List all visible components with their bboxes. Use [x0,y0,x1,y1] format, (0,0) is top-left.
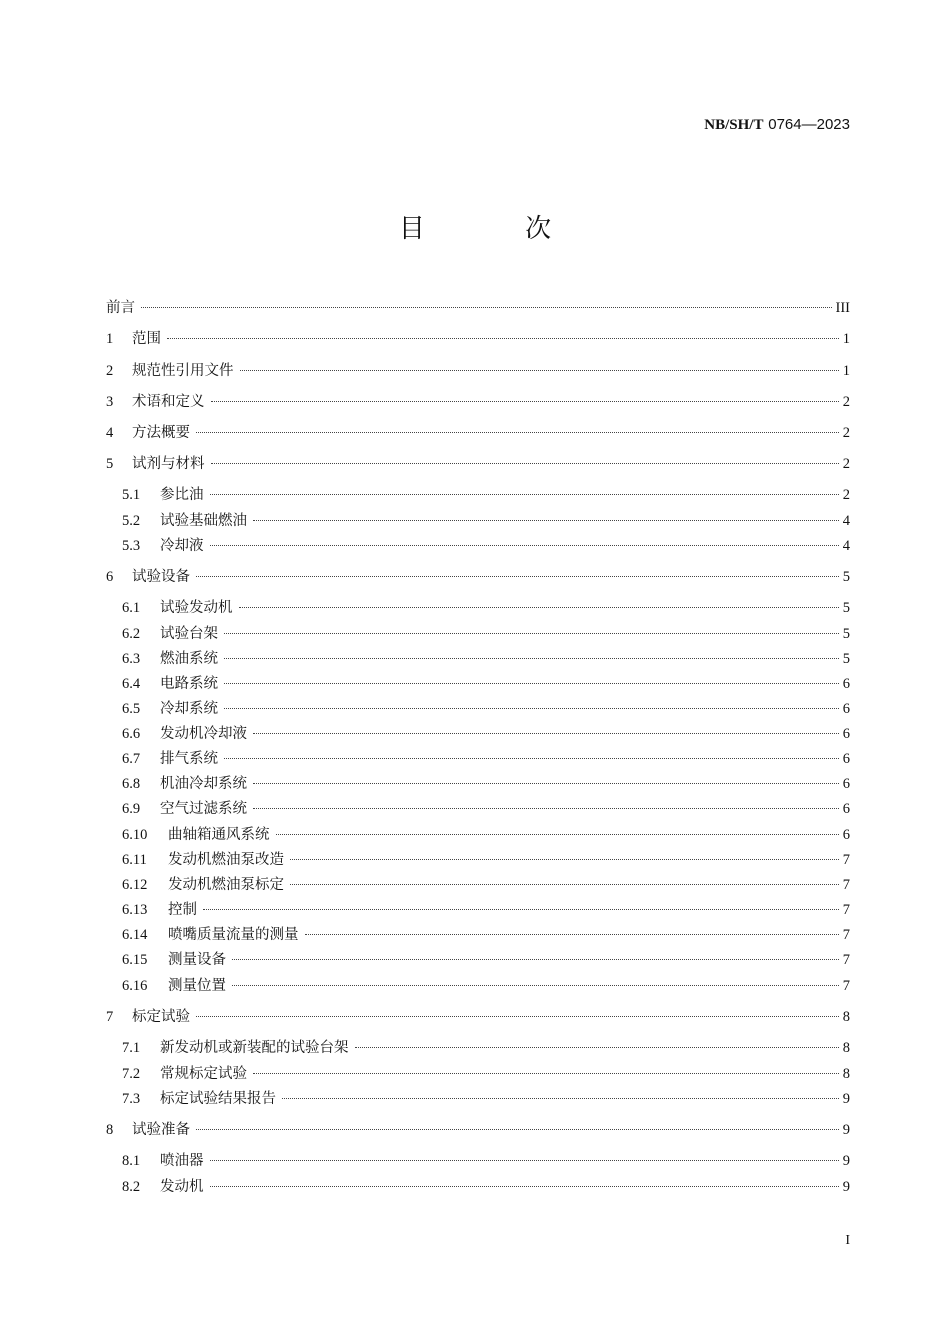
toc-entry-page: 6 [842,801,850,817]
toc-entry-page: 8 [842,1040,850,1056]
toc-entry[interactable] [106,1151,850,1171]
toc-entry-number: 6.8 [122,776,141,792]
standard-prefix: NB/SH/T [704,117,764,133]
toc-entry-title: 电路系统 [160,676,218,692]
standard-number: 0764—2023 [768,116,850,133]
toc-entry[interactable] [106,825,850,845]
toc-entry-title: 试验设备 [132,569,190,585]
toc-leader-dots [232,985,839,986]
toc-entry-page: 2 [842,394,850,410]
toc-entry[interactable] [106,1038,850,1058]
toc-entry-title: 燃油系统 [160,651,218,667]
toc-entry-number: 7 [106,1009,114,1025]
toc-entry-number: 6.2 [122,626,141,642]
toc-entry-page: 9 [842,1091,850,1107]
toc-entry-number: 6.9 [122,801,141,817]
toc-entry-number: 6.12 [122,877,148,893]
toc-entry-number: 5.3 [122,538,141,554]
toc-entry-number: 5 [106,456,114,472]
toc-entry-number: 8.1 [122,1153,141,1169]
toc-entry[interactable] [106,850,850,870]
toc-entry[interactable] [106,329,850,349]
toc-entry-title: 冷却系统 [160,701,218,717]
toc-entry-title: 试验发动机 [160,600,233,616]
toc-entry[interactable] [106,485,850,505]
toc-entry-page: 7 [842,877,850,893]
toc-leader-dots [141,307,832,308]
toc-leader-dots [355,1047,839,1048]
toc-entry[interactable] [106,774,850,794]
toc-entry-number: 4 [106,425,114,441]
toc-entry-title: 新发动机或新装配的试验台架 [160,1040,349,1056]
toc-entry-number: 6.5 [122,701,141,717]
toc-entry-page: 7 [842,927,850,943]
toc-entry-title: 曲轴箱通风系统 [168,827,270,843]
toc-leader-dots [239,607,839,608]
toc-entry-number: 6.3 [122,651,141,667]
toc-entry-title: 发动机燃油泵改造 [168,852,284,868]
toc-leader-dots [253,733,839,734]
toc-entry[interactable] [106,749,850,769]
toc-entry-title: 发动机 [160,1179,204,1195]
toc-leader-dots [196,1129,839,1130]
toc-leader-dots [211,401,839,402]
toc-entry-page: 2 [842,425,850,441]
page-title: 目 次 [398,214,598,244]
toc-leader-dots [210,1160,839,1161]
toc-entry-page: III [835,300,850,316]
toc-entry-number: 6.6 [122,726,141,742]
toc-entry-page: 6 [842,676,850,692]
toc-leader-dots [224,708,839,709]
toc-entry-title: 排气系统 [160,751,218,767]
toc-leader-dots [240,370,839,371]
toc-entry[interactable] [106,724,850,744]
toc-entry-title: 试验基础燃油 [160,513,247,529]
toc-entry-page: 5 [842,626,850,642]
toc-entry-page: 4 [842,538,850,554]
toc-entry[interactable] [106,799,850,819]
toc-entry-number: 8.2 [122,1179,141,1195]
toc-leader-dots [232,959,839,960]
toc-entry-page: 9 [842,1179,850,1195]
toc-leader-dots [224,658,839,659]
toc-entry-number: 7.3 [122,1091,141,1107]
toc-entry-number: 6.1 [122,600,141,616]
toc-entry-page: 1 [842,363,850,379]
toc-entry[interactable] [106,536,850,556]
toc-entry[interactable] [106,392,850,412]
toc-entry-title: 方法概要 [132,425,190,441]
toc-leader-dots [210,1186,839,1187]
toc-entry[interactable] [106,900,850,920]
toc-entry-title: 空气过滤系统 [160,801,247,817]
toc-entry[interactable] [106,1177,850,1197]
toc-entry[interactable] [106,674,850,694]
toc-entry-page: 5 [842,569,850,585]
toc-entry-page: 7 [842,952,850,968]
toc-leader-dots [253,1073,839,1074]
toc-entry[interactable] [106,1089,850,1109]
toc-leader-dots [276,834,839,835]
toc-entry[interactable] [106,699,850,719]
toc-leader-dots [167,338,839,339]
toc-entry-number: 1 [106,331,114,347]
toc-entry[interactable] [106,1007,850,1027]
toc-entry-title: 试验准备 [132,1122,190,1138]
toc-entry-title: 常规标定试验 [160,1066,247,1082]
toc-entry[interactable] [106,511,850,531]
toc-entry-title: 试剂与材料 [132,456,205,472]
toc-entry-page: 6 [842,701,850,717]
toc-entry-number: 6.4 [122,676,141,692]
toc-leader-dots [290,859,839,860]
toc-entry-page: 5 [842,651,850,667]
toc-entry-page: 6 [842,827,850,843]
toc-entry-page: 9 [842,1122,850,1138]
toc-leader-dots [210,545,839,546]
toc-leader-dots [196,576,839,577]
toc-leader-dots [210,494,839,495]
toc-entry[interactable] [106,1120,850,1140]
toc-leader-dots [224,633,839,634]
toc-entry-number: 5.1 [122,487,141,503]
toc-entry-number: 6.13 [122,902,148,918]
toc-entry-title: 术语和定义 [132,394,205,410]
toc-entry[interactable] [106,598,850,618]
toc-entry-title: 冷却液 [160,538,204,554]
toc-leader-dots [305,934,839,935]
toc-entry-title: 测量设备 [168,952,226,968]
toc-entry-page: 2 [842,456,850,472]
toc-entry[interactable] [106,423,850,443]
toc-entry-page: 4 [842,513,850,529]
toc-entry-number: 8 [106,1122,114,1138]
toc-entry-number: 3 [106,394,114,410]
toc-entry[interactable] [106,1064,850,1084]
toc-entry[interactable] [106,976,850,996]
toc-entry-title: 发动机燃油泵标定 [168,877,284,893]
toc-leader-dots [196,432,839,433]
toc-entry-title: 范围 [132,331,161,347]
toc-entry-title: 发动机冷却液 [160,726,247,742]
toc-entry[interactable] [106,925,850,945]
toc-entry[interactable] [106,649,850,669]
toc-entry[interactable] [106,567,850,587]
toc-entry-number: 2 [106,363,114,379]
toc-entry[interactable] [106,624,850,644]
toc-entry-number: 7.1 [122,1040,141,1056]
toc-entry-page: 6 [842,751,850,767]
toc-entry-page: 8 [842,1009,850,1025]
toc-entry[interactable] [106,298,850,318]
toc-entry-page: 1 [842,331,850,347]
toc-entry[interactable] [106,875,850,895]
toc-entry-title: 控制 [168,902,197,918]
toc-entry-number: 6.7 [122,751,141,767]
toc-entry-title: 规范性引用文件 [132,363,234,379]
toc-leader-dots [282,1098,839,1099]
toc-entry-title: 参比油 [160,487,204,503]
toc-entry-page: 9 [842,1153,850,1169]
toc-entry-page: 7 [842,978,850,994]
toc-entry-number: 6.15 [122,952,148,968]
toc-entry-title: 前言 [106,300,135,316]
toc-entry[interactable] [106,454,850,474]
toc-leader-dots [224,683,839,684]
toc-entry-number: 6 [106,569,114,585]
toc-entry-title: 喷嘴质量流量的测量 [168,927,299,943]
toc-entry[interactable] [106,361,850,381]
toc-entry-page: 6 [842,776,850,792]
toc-entry-title: 机油冷却系统 [160,776,247,792]
toc-leader-dots [196,1016,839,1017]
toc-entry-number: 5.2 [122,513,141,529]
toc-entry-page: 7 [842,852,850,868]
toc-entry-title: 标定试验结果报告 [160,1091,276,1107]
page-number: I [845,1233,850,1248]
toc-entry-page: 2 [842,487,850,503]
toc-entry-title: 测量位置 [168,978,226,994]
toc-entry-title: 标定试验 [132,1009,190,1025]
toc-entry-number: 6.10 [122,827,148,843]
toc-leader-dots [203,909,839,910]
toc-entry[interactable] [106,950,850,970]
toc-entry-number: 6.14 [122,927,148,943]
toc-entry-page: 7 [842,902,850,918]
toc-leader-dots [253,808,839,809]
toc-leader-dots [290,884,839,885]
toc-entry-page: 8 [842,1066,850,1082]
toc-entry-number: 6.11 [122,852,147,868]
toc-entry-number: 7.2 [122,1066,141,1082]
toc-leader-dots [253,783,839,784]
toc-entry-page: 6 [842,726,850,742]
toc-leader-dots [224,758,839,759]
toc-entry-title: 试验台架 [160,626,218,642]
toc-entry-number: 6.16 [122,978,148,994]
document-code [704,115,850,134]
toc-entry-title: 喷油器 [160,1153,204,1169]
toc-leader-dots [211,463,839,464]
toc-entry-page: 5 [842,600,850,616]
toc-leader-dots [253,520,839,521]
